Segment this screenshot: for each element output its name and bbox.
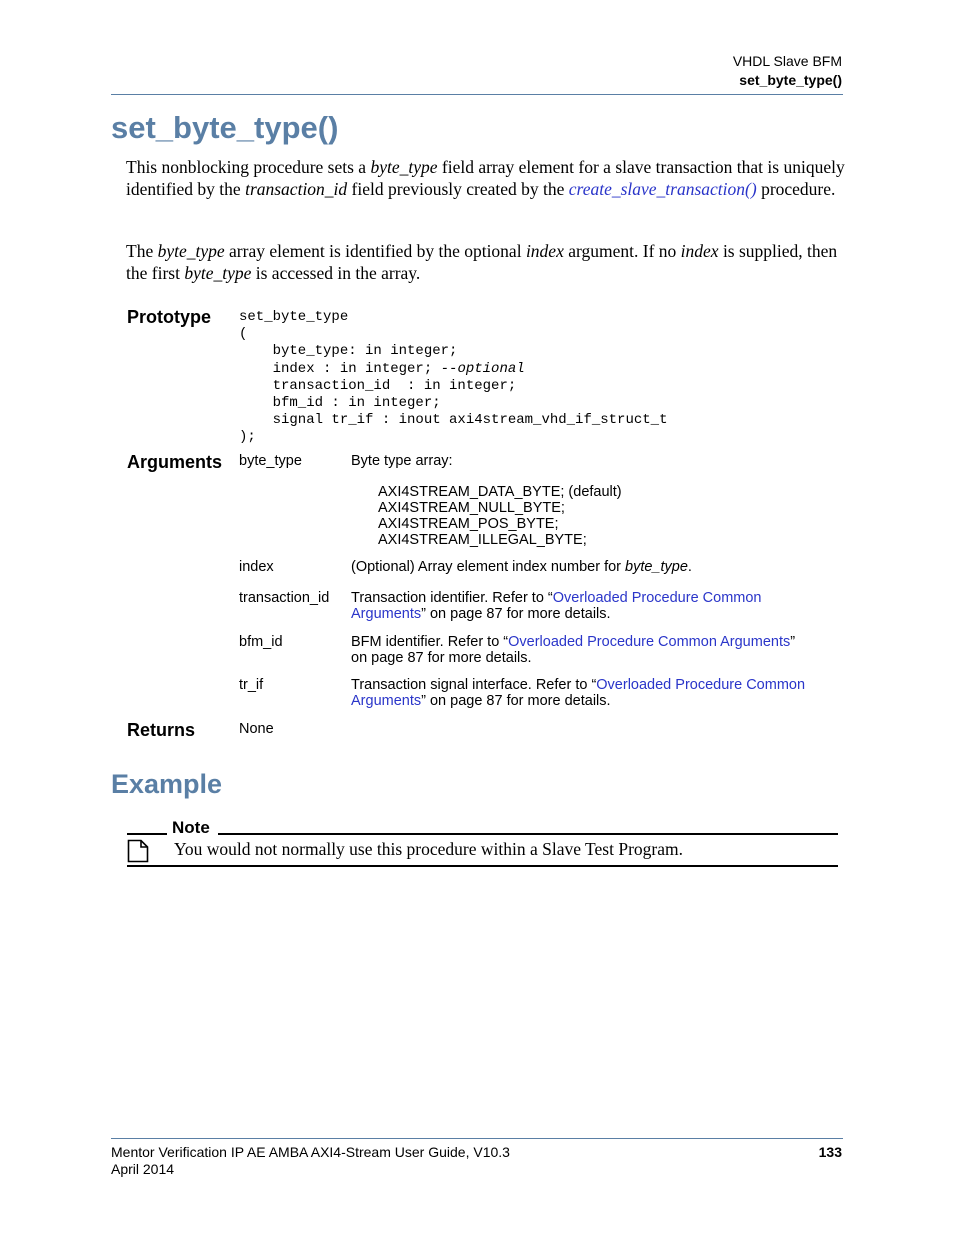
page-number: 133 [818,1144,842,1160]
arg-name-tr-if: tr_if [239,677,264,693]
header-rule [111,94,843,95]
running-header-topic: set_byte_type() [739,72,842,88]
footer-rule [111,1138,843,1139]
note-label: Note [172,818,210,837]
note-rule-bottom [127,865,838,867]
overloaded-args-link-1b[interactable]: Arguments [351,606,422,622]
returns-value: None [239,721,274,737]
overloaded-args-link-3b[interactable]: Arguments [351,693,422,709]
arguments-label: Arguments [127,452,223,472]
overloaded-args-link-1[interactable]: Overloaded Procedure Common [552,590,762,606]
overloaded-args-link-2[interactable]: Overloaded Procedure Common Arguments [508,634,791,650]
arg-name-transaction-id: transaction_id [239,590,330,606]
page-title: set_byte_type() [111,110,339,145]
running-header-section: VHDL Slave BFM [732,53,842,69]
arg-desc-transaction-id: Transaction identifier. Refer to “Overloaded Procedure Common Arguments” on page 87 for more details. [351,590,762,622]
arg-desc-tr-if: Transaction signal interface. Refer to “Overloaded Procedure Common Arguments” on page 87 for more details. [351,677,806,709]
note-icon [127,839,149,863]
footer-date: April 2014 [111,1161,175,1177]
create-slave-transaction-link[interactable]: create_slave_transaction() [568,179,757,199]
footer-doc-title: Mentor Verification IP AE AMBA AXI4-Stream User Guide, V10.3 [111,1144,510,1160]
overloaded-args-link-3[interactable]: Overloaded Procedure Common [596,677,806,693]
intro-paragraph-2: The byte_type array element is identified by the optional index argument. If no index is supplied, then the first byte_type is accessed in the array. [126,241,838,283]
returns-label: Returns [127,720,196,740]
arg-desc-byte-type: Byte type array: [351,453,453,469]
note-text: You would not normally use this procedure within a Slave Test Program. [174,839,683,859]
note-rule-right [218,833,838,835]
arg-name-bfm-id: bfm_id [239,634,283,650]
byte-type-values: AXI4STREAM_DATA_BYTE; (default) AXI4STREAM_NULL_BYTE; AXI4STREAM_POS_BYTE; AXI4STREAM_ILLEGAL_BYTE; [378,484,622,548]
arg-desc-index: (Optional) Array element index number for byte_type. [351,559,692,575]
arg-name-index: index [239,559,274,575]
prototype-label: Prototype [127,307,212,327]
prototype-code: set_byte_type ( byte_type: in integer; index : in integer; --optional transaction_id : in integer; bfm_id : in integer; signal tr_if : inout axi4stream_vhd_if_struct_t ); [239,309,668,446]
example-heading: Example [111,769,223,799]
arg-desc-bfm-id: BFM identifier. Refer to “Overloaded Procedure Common Arguments” on page 87 for more details. [351,634,796,666]
intro-paragraph-1: This nonblocking procedure sets a byte_type field array element for a slave transaction that is uniquely identified by the transaction_id field previously created by the create_slave_transaction() procedure. [126,157,845,199]
note-rule-left [127,833,167,835]
arg-name-byte-type: byte_type [239,453,302,469]
